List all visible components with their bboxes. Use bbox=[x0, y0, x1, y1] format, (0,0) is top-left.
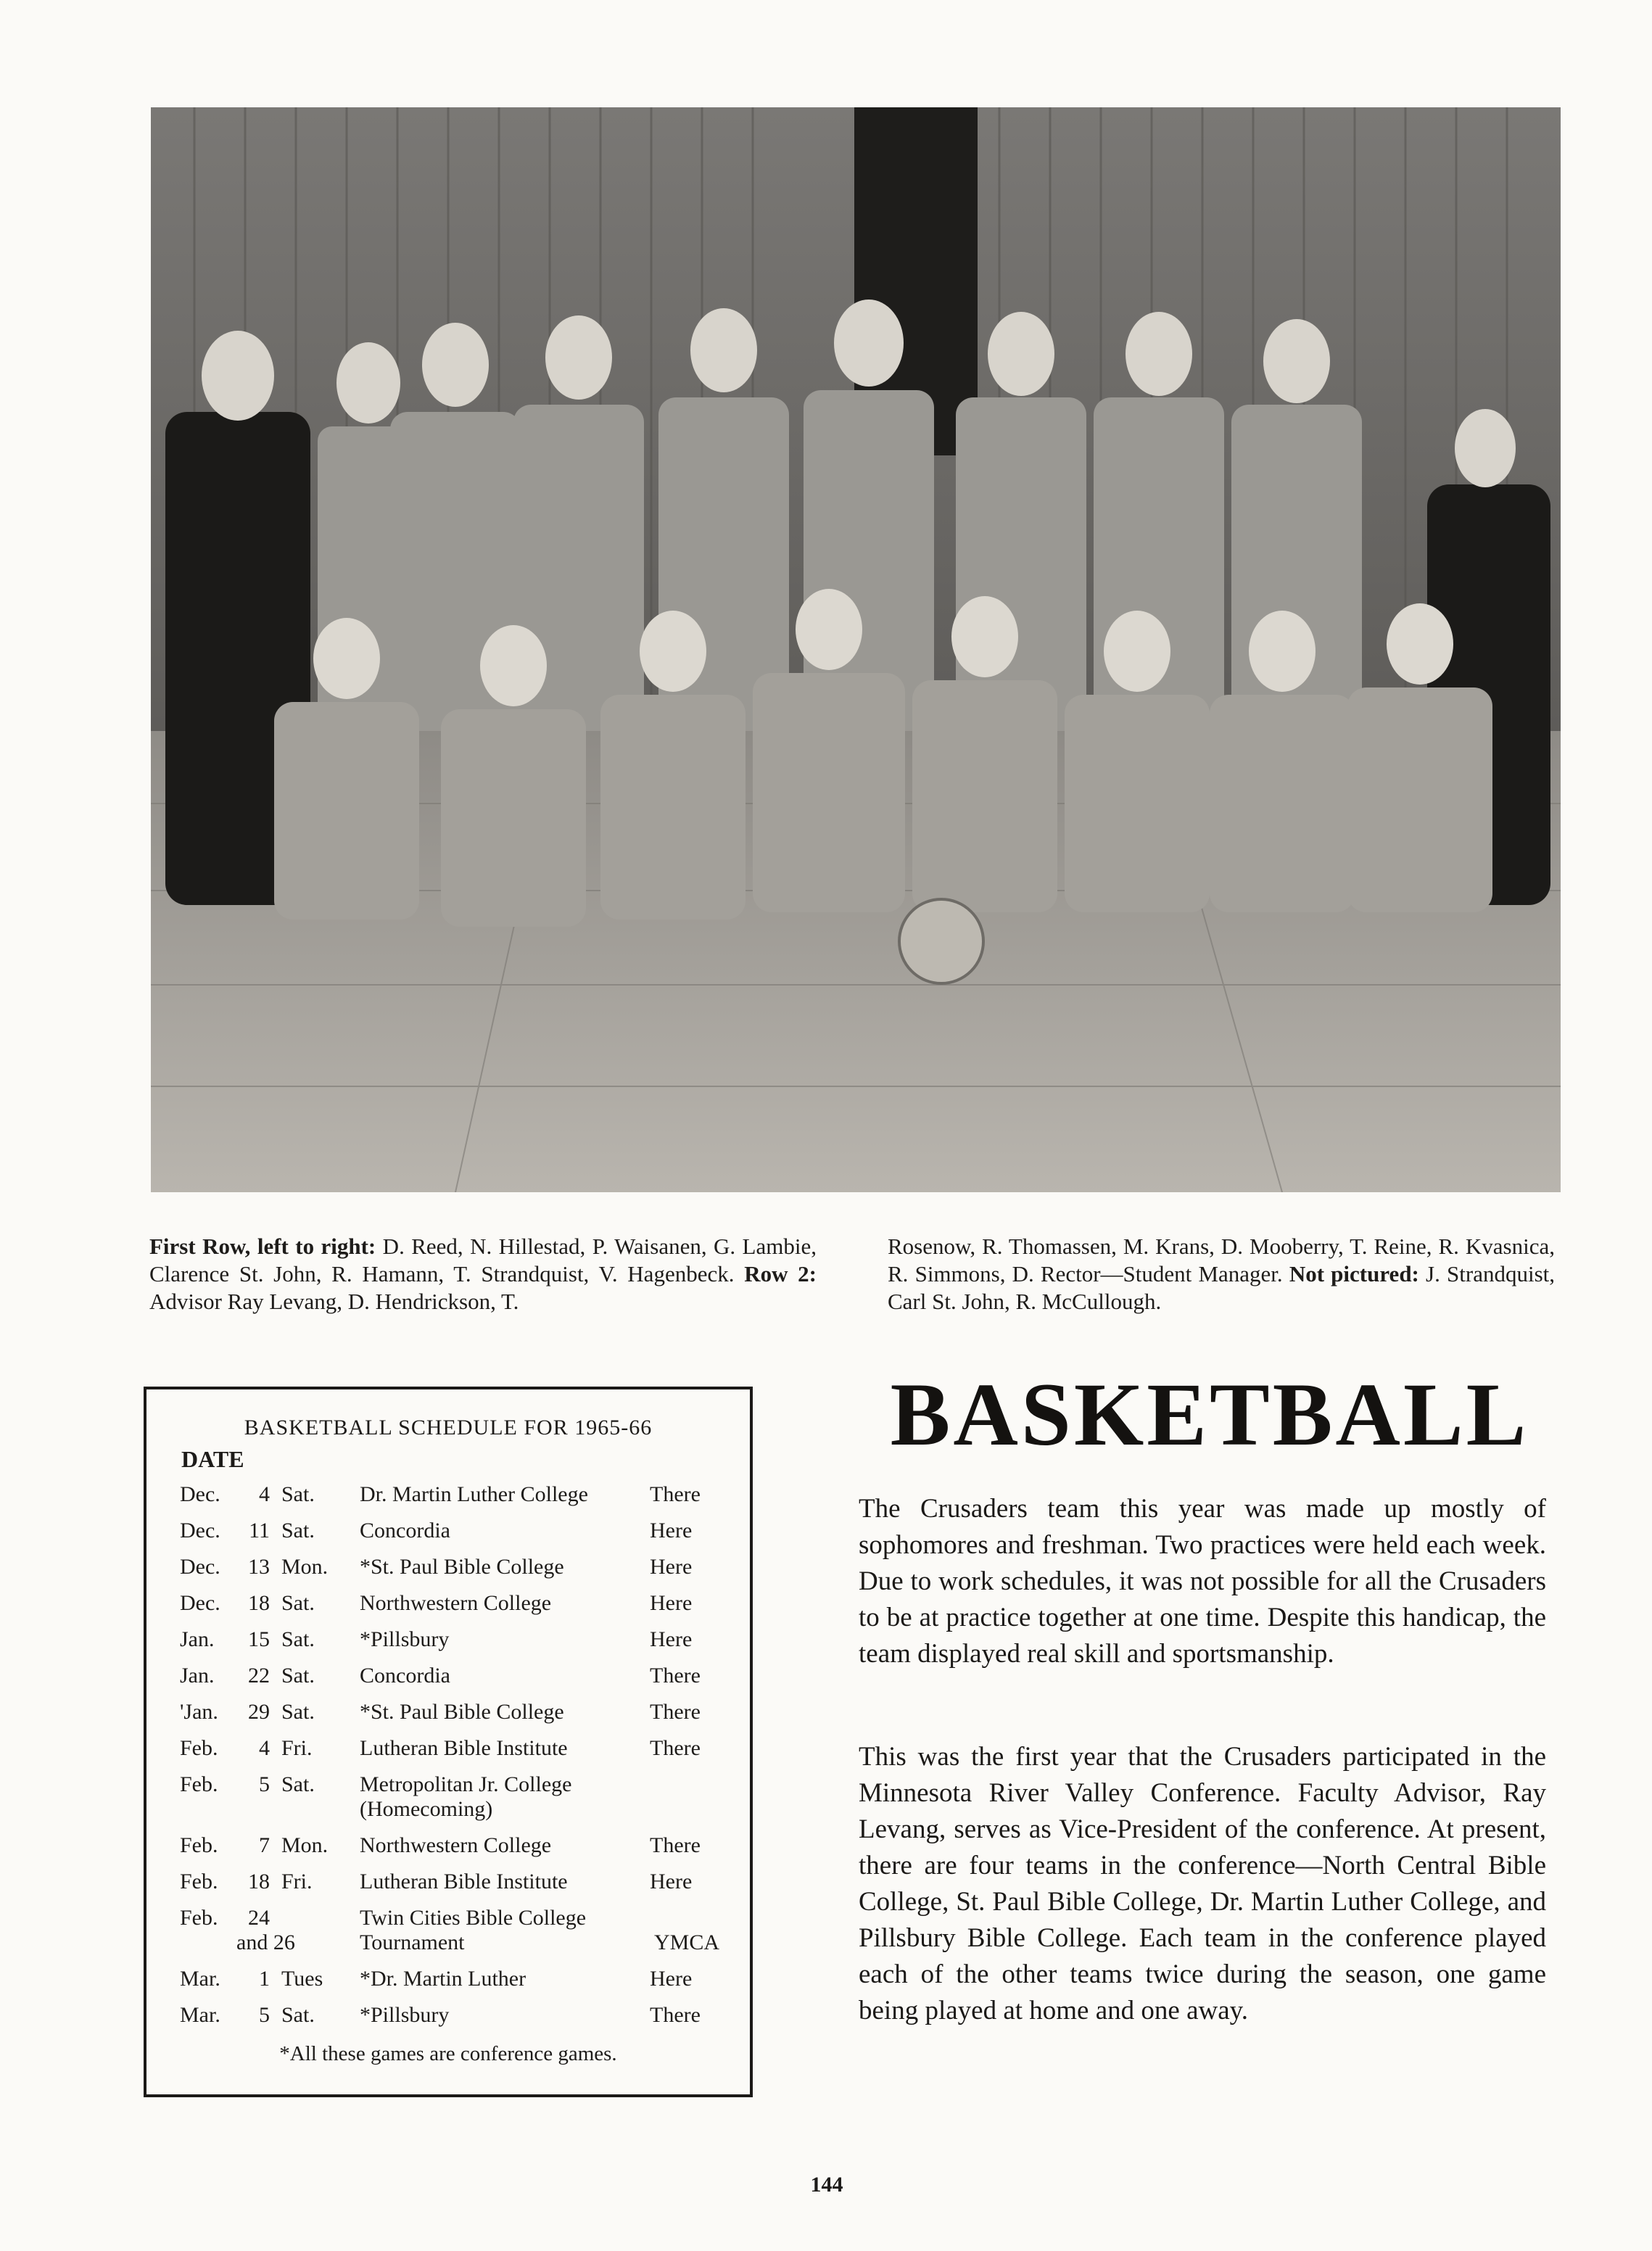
article-paragraph-2: This was the first year that the Crusaders participated in the Minnesota River Valley Conference. Faculty Advisor, Ray Levang, serves as Vice-President of the conference. At present, there are four teams in the conference—North Central Bible College, St. Paul Bible College, Dr. Martin Luther College, and Pillsbury Bible College. Each team in the conference played each of the other teams twice during the season, one game being played at home and one away. bbox=[859, 1742, 1546, 2025]
schedule-site: YMCA bbox=[654, 1930, 720, 1954]
schedule-weekday: Sat. bbox=[281, 1519, 315, 1542]
schedule-weekday: Sat. bbox=[281, 1627, 315, 1651]
schedule-month: Jan. bbox=[180, 1664, 215, 1688]
schedule-day: 18 bbox=[248, 1591, 270, 1615]
schedule-month: Feb. bbox=[180, 1833, 218, 1857]
schedule-opponent: *St. Paul Bible College bbox=[360, 1555, 564, 1579]
schedule-month: Mar. bbox=[180, 1967, 220, 1991]
schedule-title: BASKETBALL SCHEDULE FOR 1965-66 bbox=[244, 1416, 653, 1440]
schedule-weekday: Sat. bbox=[281, 1591, 315, 1615]
schedule-day-line2: and 26 bbox=[236, 1930, 295, 1954]
schedule-opponent: Dr. Martin Luther College bbox=[360, 1482, 588, 1506]
schedule-weekday: Sat. bbox=[281, 1700, 315, 1724]
schedule-date-header: DATE bbox=[181, 1446, 244, 1472]
schedule-day: 29 bbox=[248, 1700, 270, 1724]
schedule-site: There bbox=[650, 1833, 701, 1857]
schedule-site: There bbox=[650, 1664, 701, 1688]
schedule-month: Feb. bbox=[180, 1772, 218, 1796]
schedule-day: 24 bbox=[248, 1906, 270, 1930]
schedule-day: 5 bbox=[259, 2003, 270, 2027]
team-photo bbox=[151, 107, 1561, 1192]
schedule-month: Jan. bbox=[180, 1627, 215, 1651]
schedule-opponent: Lutheran Bible Institute bbox=[360, 1870, 568, 1893]
schedule-day: 18 bbox=[248, 1870, 270, 1893]
schedule-site: Here bbox=[650, 1591, 693, 1615]
schedule-month: Dec. bbox=[180, 1591, 220, 1615]
schedule-weekday: Mon. bbox=[281, 1833, 329, 1857]
article-headline: BASKETBALL bbox=[890, 1365, 1529, 1464]
schedule-weekday: Sat. bbox=[281, 1482, 315, 1506]
schedule-opponent: Northwestern College bbox=[360, 1833, 552, 1857]
caption-text-continued: Rosenow, R. Thomassen, M. Krans, D. Mooberry, T. Reine, R. Kvasnica, R. Simmons, D. Rector—Student Manager. bbox=[888, 1234, 1555, 1286]
schedule-site: Here bbox=[650, 1967, 693, 1991]
schedule-day: 4 bbox=[259, 1736, 270, 1760]
schedule-month: Mar. bbox=[180, 2003, 220, 2027]
schedule-site: Here bbox=[650, 1627, 693, 1651]
schedule-site: There bbox=[650, 1700, 701, 1724]
caption-text-not-pictured: J. Strandquist, Carl St. John, R. McCullough. bbox=[888, 1261, 1555, 1314]
schedule-weekday: Fri. bbox=[281, 1736, 313, 1760]
caption-text-first-row: D. Reed, N. Hillestad, P. Waisanen, G. Lambie, Clarence St. John, R. Hamann, T. Strandquist, V. Hagenbeck. bbox=[149, 1234, 817, 1286]
schedule-site: There bbox=[650, 1736, 701, 1760]
schedule-weekday: Sat. bbox=[281, 1772, 315, 1796]
schedule-day: 4 bbox=[259, 1482, 270, 1506]
schedule-opponent: Lutheran Bible Institute bbox=[360, 1736, 568, 1760]
schedule-month: Feb. bbox=[180, 1736, 218, 1760]
schedule-weekday: Sat. bbox=[281, 2003, 315, 2027]
schedule-month: Dec. bbox=[180, 1519, 220, 1542]
caption-label-not-pictured: Not pictured: bbox=[1289, 1261, 1419, 1286]
schedule-site: There bbox=[650, 2003, 701, 2027]
schedule-day: 1 bbox=[259, 1967, 270, 1991]
photo-caption-right bbox=[888, 1233, 1555, 1316]
team-photo-icon bbox=[151, 107, 1561, 1192]
schedule-day: 15 bbox=[248, 1627, 270, 1651]
schedule-site: There bbox=[650, 1482, 701, 1506]
schedule-month: Dec. bbox=[180, 1555, 220, 1579]
schedule-weekday: Mon. bbox=[281, 1555, 329, 1579]
schedule-site: Here bbox=[650, 1519, 693, 1542]
schedule-opponent-line2: Tournament bbox=[360, 1930, 465, 1954]
caption-label-first-row: First Row, left to right: bbox=[149, 1234, 376, 1259]
schedule-opponent: Concordia bbox=[360, 1519, 450, 1542]
schedule-opponent-line2: (Homecoming) bbox=[360, 1797, 493, 1821]
schedule-month: Feb. bbox=[180, 1906, 218, 1930]
schedule-month: 'Jan. bbox=[180, 1700, 218, 1724]
schedule-weekday: Tues bbox=[281, 1967, 323, 1991]
schedule-opponent: *Pillsbury bbox=[360, 1627, 450, 1651]
schedule-month: Feb. bbox=[180, 1870, 218, 1893]
schedule-month: Dec. bbox=[180, 1482, 220, 1506]
schedule-opponent: *Pillsbury bbox=[360, 2003, 450, 2027]
schedule-opponent: *St. Paul Bible College bbox=[360, 1700, 564, 1724]
schedule-site: Here bbox=[650, 1870, 693, 1893]
schedule-weekday: Sat. bbox=[281, 1664, 315, 1688]
schedule-site: Here bbox=[650, 1555, 693, 1579]
schedule-opponent: *Dr. Martin Luther bbox=[360, 1967, 526, 1991]
article-paragraph-1: The Crusaders team this year was made up mostly of sophomores and freshman. Two practices were held each week. Due to work schedules, it was not possible for all the Crusaders to be at practice together at one time. Despite this handicap, the team displayed real skill and sportsmanship. bbox=[859, 1494, 1546, 1669]
caption-label-row-2: Row 2: bbox=[744, 1261, 817, 1286]
schedule-opponent: Northwestern College bbox=[360, 1591, 552, 1615]
basketball-schedule bbox=[144, 1387, 753, 2097]
schedule-opponent: Twin Cities Bible College bbox=[360, 1906, 587, 1930]
page-number: 144 bbox=[810, 2173, 843, 2197]
schedule-day: 5 bbox=[259, 1772, 270, 1796]
schedule-weekday: Fri. bbox=[281, 1870, 313, 1893]
schedule-opponent: Concordia bbox=[360, 1664, 450, 1688]
schedule-day: 13 bbox=[248, 1555, 270, 1579]
schedule-day: 7 bbox=[259, 1833, 270, 1857]
schedule-note: *All these games are conference games. bbox=[279, 2042, 617, 2065]
photo-caption-left bbox=[149, 1233, 817, 1316]
caption-text-row-2: Advisor Ray Levang, D. Hendrickson, T. bbox=[149, 1289, 519, 1314]
schedule-opponent: Metropolitan Jr. College bbox=[360, 1772, 572, 1796]
schedule-day: 22 bbox=[248, 1664, 270, 1688]
schedule-day: 11 bbox=[249, 1519, 270, 1542]
